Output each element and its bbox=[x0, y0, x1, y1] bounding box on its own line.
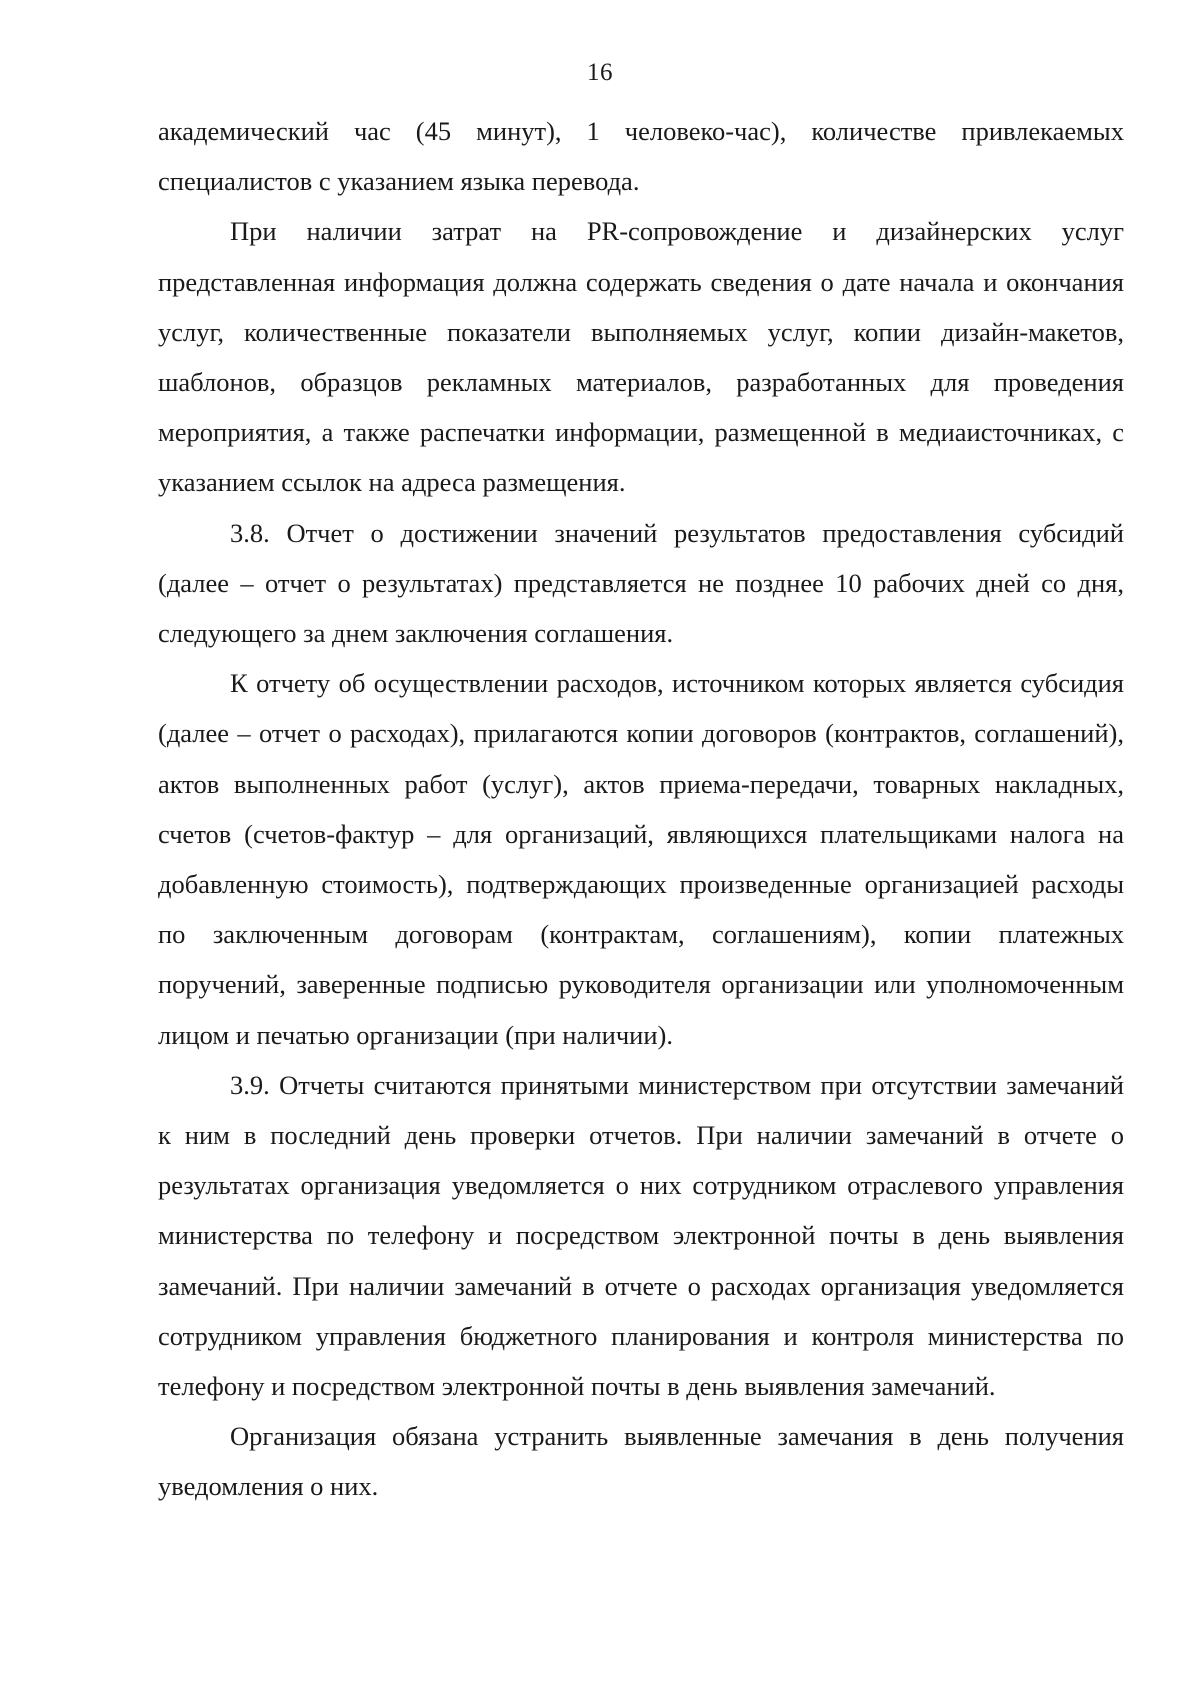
document-body bbox=[158, 106, 1124, 1512]
paragraph-continuation: академический час (45 минут), 1 человеко-час), количестве привлекаемых специалистов с указанием языка перевода. bbox=[158, 116, 1124, 197]
page-number: 16 bbox=[587, 59, 613, 86]
paragraph-pr-design-costs: При наличии затрат на PR-сопровождение и дизайнерских услуг представленная информация должна содержать сведения о дате начала и окончания услуг, количественные показатели выполняемых услуг, копии дизайн-макетов, шаблонов, образцов рекламных материалов, разработанных для проведения мероприятия, а также распечатки информации, размещенной в медиаисточниках, с указанием ссылок на адреса размещения. bbox=[158, 216, 1124, 498]
paragraph-remarks-elimination: Организация обязана устранить выявленные замечания в день получения уведомления о них. bbox=[158, 1421, 1124, 1502]
paragraph-expenses-report: К отчету об осуществлении расходов, источником которых является субсидия (далее – отчет о расходах), прилагаются копии договоров (контрактов, соглашений), актов выполненных работ (услуг), актов приема-передачи, товарных накладных, счетов (счетов-фактур – для организаций, являющихся плательщиками налога на добавленную стоимость), подтверждающих произведенные организацией расходы по заключенным договорам (контрактам, соглашениям), копии платежных поручений, заверенные подписью руководителя организации или уполномоченным лицом и печатью организации (при наличии). bbox=[158, 668, 1124, 1050]
paragraph-3-9-reports-accepted: 3.9. Отчеты считаются принятыми министерством при отсутствии замечаний к ним в последний день проверки отчетов. При наличии замечаний в отчете о результатах организация уведомляется о них сотрудником отраслевого управления министерства по телефону и посредством электронной почты в день выявления замечаний. При наличии замечаний в отчете о расходах организация уведомляется сотрудником управления бюджетного планирования и контроля министерства по телефону и посредством электронной почты в день выявления замечаний. bbox=[158, 1069, 1124, 1402]
paragraph-3-8-results-report: 3.8. Отчет о достижении значений результатов предоставления субсидий (далее – отчет о результатах) представляется не позднее 10 рабочих дней со дня, следующего за днем заключения соглашения. bbox=[158, 517, 1124, 649]
